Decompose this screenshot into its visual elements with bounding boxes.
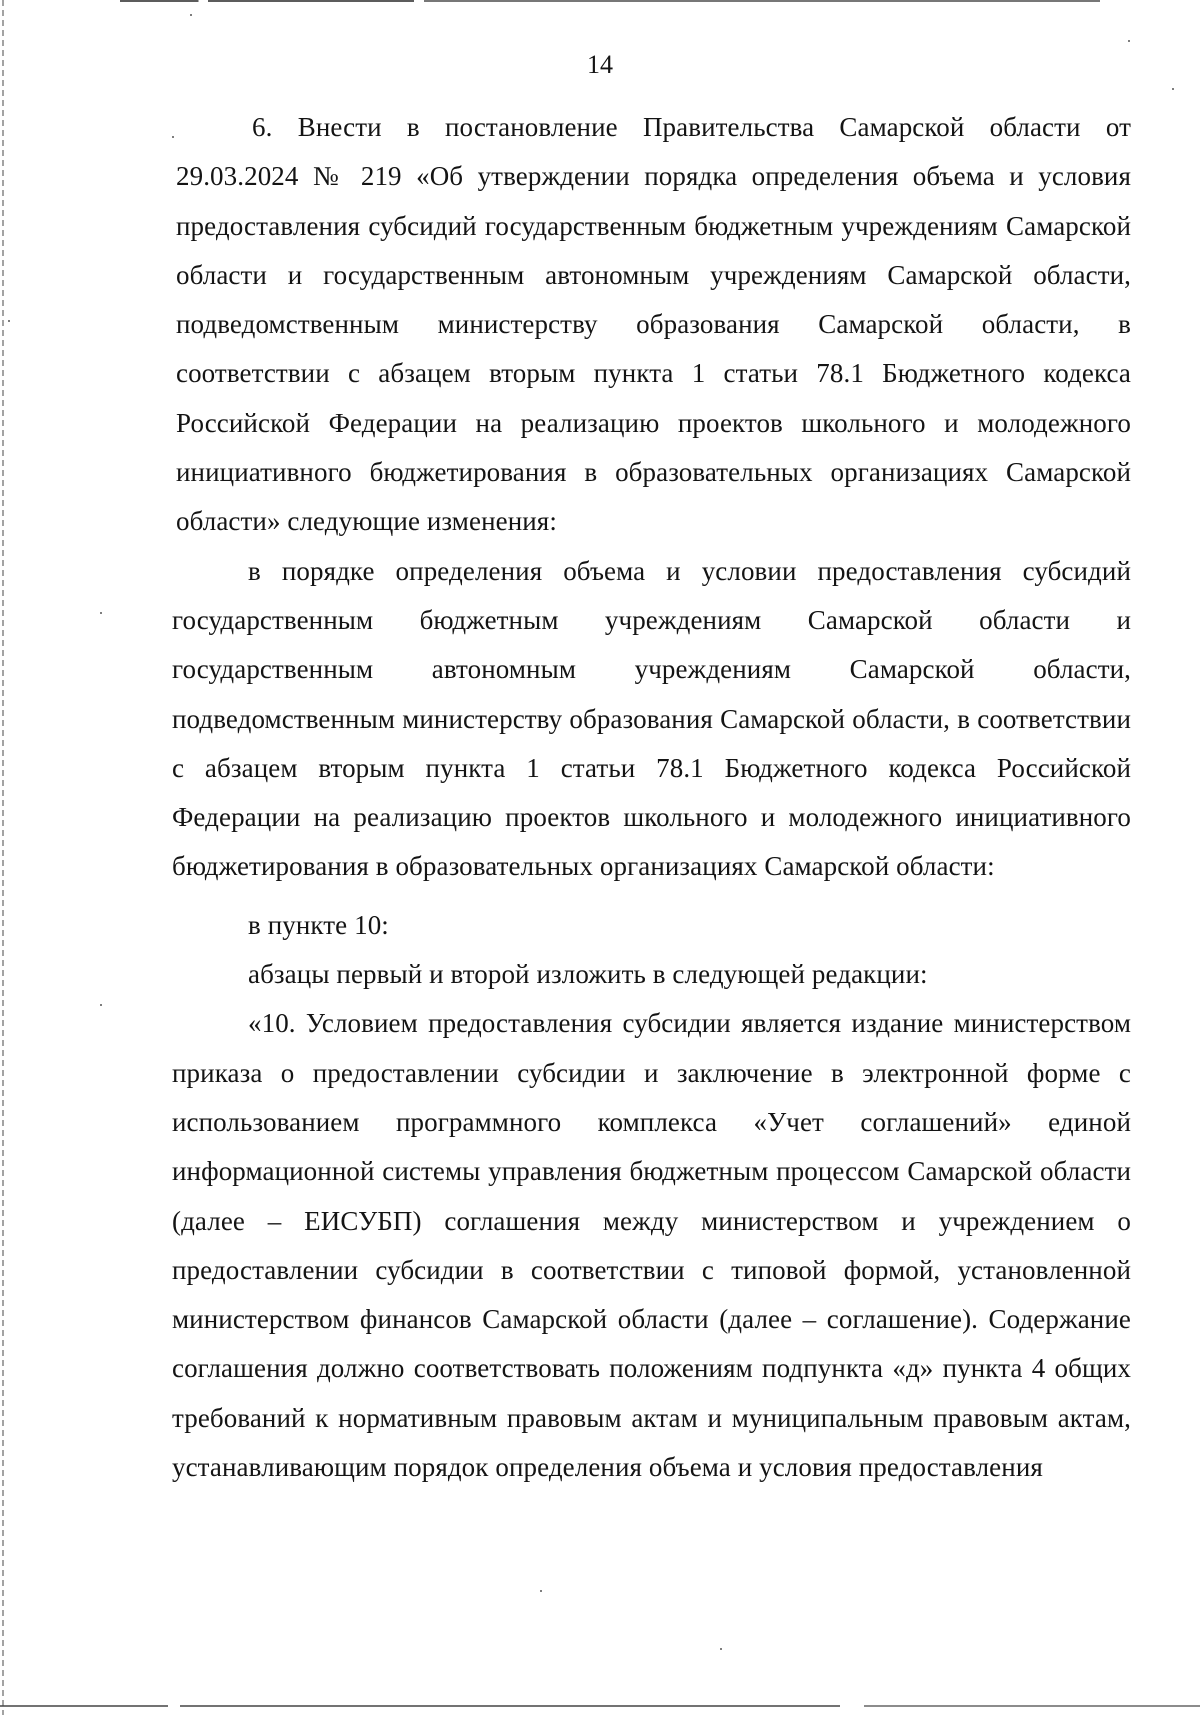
paragraph-item-6: 6. Внести в постановление Правительства Самарской области от 29.03.2024 № 219 «Об утверждении порядка определения объема и условия предоставления субсидий государственным бюджетным учреждениям Самарской области и государственным автономным учреждениям Самарской области, подведомственным министерству образования Самарской области, в соответствии с абзацем вторым пункта 1 статьи 78.1 Бюджетного кодекса Российской Федерации на реализацию проектов школьного и молодежного инициативного бюджетирования в образовательных организациях Самарской области» следующие изменения: (176, 112, 1131, 537)
paragraph-point-10-text: «10. Условием предоставления субсидии является издание министерством приказа о предоставлении субсидии и заключение в электронной форме с использованием программного комплекса «Учет соглашений» единой информационной системы управления бюджетным процессом Самарской области (далее – ЕИСУБП) соглашения между министерством и учреждением о предоставлении субсидии в соответствии с типовой формой, установленной министерством финансов Самарской области (далее – соглашение). Содержание соглашения должно соответствовать положениям подпункта «д» пункта 4 общих требований к нормативным правовым актам и муниципальным правовым актам, устанавливающим порядок определения объема и условия предоставления (172, 1008, 1131, 1483)
page-number: 14 (587, 50, 613, 79)
paragraph-order-changes: в порядке определения объема и условии предоставления субсидий государственным бюджетным учреждениям Самарской области и государственным автономным учреждениям Самарской области, подведомственным министерству образования Самарской области, в соответствии с абзацем вторым пункта 1 статьи 78.1 Бюджетного кодекса Российской Федерации на реализацию проектов школьного и молодежного инициативного бюджетирования в образовательных организациях Самарской области: (172, 555, 1131, 882)
scan-speck (100, 1004, 102, 1006)
scan-edge-top (120, 0, 1100, 2)
scan-speck (8, 320, 10, 322)
paragraph-point-10: в пункте 10: (248, 909, 389, 940)
document-body (172, 103, 1131, 1492)
scan-speck (190, 14, 192, 16)
scan-speck (100, 612, 102, 614)
scan-edge-bottom (0, 1705, 1200, 1707)
scan-speck (540, 1590, 542, 1592)
scan-speck (1128, 40, 1130, 42)
scan-speck (172, 136, 174, 138)
scan-speck (720, 1648, 722, 1650)
scan-edge-left (2, 0, 4, 1715)
scan-speck (1172, 88, 1174, 90)
paragraph-new-wording: абзацы первый и второй изложить в следующей редакции: (248, 959, 928, 990)
